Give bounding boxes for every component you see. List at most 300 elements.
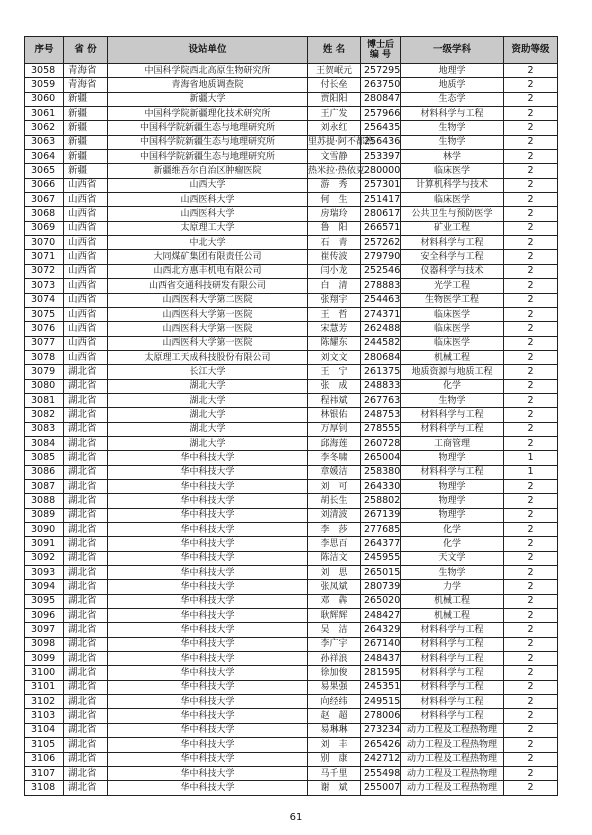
cell-no: 3092	[25, 551, 64, 565]
cell-level: 2	[504, 250, 558, 264]
cell-id: 257301	[361, 178, 401, 192]
cell-level: 2	[504, 566, 558, 580]
header-id	[361, 37, 401, 64]
cell-unit: 山西医科大学第一医院	[108, 307, 308, 321]
cell-province: 新疆	[64, 150, 108, 164]
cell-unit: 华中科技大学	[108, 609, 308, 623]
cell-level: 2	[504, 135, 558, 149]
cell-province: 山西省	[64, 250, 108, 264]
cell-unit: 华中科技大学	[108, 465, 308, 479]
cell-name: 崔传波	[308, 250, 361, 264]
cell-unit: 山西医科大学	[108, 193, 308, 207]
cell-province: 湖北省	[64, 436, 108, 450]
table-row	[25, 365, 558, 379]
cell-unit: 湖北大学	[108, 422, 308, 436]
table-row	[25, 465, 558, 479]
table-row	[25, 537, 558, 551]
cell-no: 3063	[25, 135, 64, 149]
table-row	[25, 680, 558, 694]
cell-no: 3079	[25, 365, 64, 379]
cell-level: 2	[504, 107, 558, 121]
cell-id: 251417	[361, 193, 401, 207]
cell-level: 2	[504, 551, 558, 565]
table-row	[25, 766, 558, 780]
cell-no: 3090	[25, 523, 64, 537]
cell-unit: 太原理工天成科技股份有限公司	[108, 350, 308, 364]
cell-id: 258802	[361, 494, 401, 508]
cell-subject: 材料科学与工程	[401, 422, 504, 436]
cell-name: 李广宇	[308, 637, 361, 651]
cell-unit: 华中科技大学	[108, 652, 308, 666]
cell-name: 白 清	[308, 279, 361, 293]
cell-name: 鲁 阳	[308, 221, 361, 235]
table-row	[25, 250, 558, 264]
cell-name: 刘文文	[308, 350, 361, 364]
cell-unit: 湖北大学	[108, 393, 308, 407]
cell-subject: 安全科学与工程	[401, 250, 504, 264]
cell-unit: 华中科技大学	[108, 494, 308, 508]
cell-subject: 临床医学	[401, 322, 504, 336]
cell-name: 程祎斌	[308, 393, 361, 407]
table-row	[25, 551, 558, 565]
cell-name: 林银佑	[308, 408, 361, 422]
cell-name: 别 康	[308, 752, 361, 766]
cell-no: 3083	[25, 422, 64, 436]
cell-level: 2	[504, 264, 558, 278]
cell-id: 254463	[361, 293, 401, 307]
cell-id: 280684	[361, 350, 401, 364]
cell-level: 2	[504, 121, 558, 135]
cell-id: 252546	[361, 264, 401, 278]
cell-no: 3068	[25, 207, 64, 221]
cell-unit: 山西北方惠丰机电有限公司	[108, 264, 308, 278]
cell-unit: 湖北大学	[108, 436, 308, 450]
cell-name: 房瑞玲	[308, 207, 361, 221]
cell-unit: 华中科技大学	[108, 451, 308, 465]
cell-no: 3082	[25, 408, 64, 422]
table-row	[25, 723, 558, 737]
table-row	[25, 221, 558, 235]
cell-no: 3103	[25, 709, 64, 723]
cell-subject: 化学	[401, 523, 504, 537]
cell-province: 新疆	[64, 164, 108, 178]
cell-name: 陈耀东	[308, 336, 361, 350]
cell-id: 278555	[361, 422, 401, 436]
cell-name: 石 青	[308, 236, 361, 250]
table-row	[25, 623, 558, 637]
cell-province: 新疆	[64, 107, 108, 121]
cell-name: 李冬啸	[308, 451, 361, 465]
cell-id: 260728	[361, 436, 401, 450]
cell-id: 267140	[361, 637, 401, 651]
table-row	[25, 709, 558, 723]
cell-name: 刘 可	[308, 479, 361, 493]
cell-level: 2	[504, 752, 558, 766]
cell-province: 湖北省	[64, 537, 108, 551]
cell-name: 贾阳阳	[308, 92, 361, 106]
cell-unit: 华中科技大学	[108, 479, 308, 493]
table-row	[25, 752, 558, 766]
cell-no: 3098	[25, 637, 64, 651]
cell-name: 李思百	[308, 537, 361, 551]
cell-unit: 山西大学	[108, 178, 308, 192]
cell-province: 湖北省	[64, 422, 108, 436]
cell-province: 山西省	[64, 293, 108, 307]
cell-level: 2	[504, 279, 558, 293]
cell-name: 付长垒	[308, 78, 361, 92]
cell-name: 游 秀	[308, 178, 361, 192]
cell-name: 邓 犇	[308, 594, 361, 608]
cell-unit: 中国科学院新疆生态与地理研究所	[108, 135, 308, 149]
cell-no: 3077	[25, 336, 64, 350]
cell-unit: 山西省交通科技研发有限公司	[108, 279, 308, 293]
cell-no: 3065	[25, 164, 64, 178]
cell-subject: 力学	[401, 580, 504, 594]
cell-level: 1	[504, 451, 558, 465]
cell-subject: 临床医学	[401, 307, 504, 321]
cell-subject: 临床医学	[401, 193, 504, 207]
table-row	[25, 695, 558, 709]
table-row	[25, 479, 558, 493]
cell-name: 邱海莲	[308, 436, 361, 450]
cell-subject: 材料科学与工程	[401, 709, 504, 723]
table-row	[25, 336, 558, 350]
cell-province: 湖北省	[64, 637, 108, 651]
table-row	[25, 666, 558, 680]
cell-unit: 华中科技大学	[108, 752, 308, 766]
cell-no: 3072	[25, 264, 64, 278]
cell-name: 向经纬	[308, 695, 361, 709]
cell-unit: 华中科技大学	[108, 566, 308, 580]
cell-name: 耿辉辉	[308, 609, 361, 623]
cell-no: 3107	[25, 766, 64, 780]
table-row	[25, 322, 558, 336]
cell-subject: 生态学	[401, 92, 504, 106]
table-row	[25, 594, 558, 608]
cell-unit: 华中科技大学	[108, 551, 308, 565]
table-row	[25, 580, 558, 594]
cell-id: 281595	[361, 666, 401, 680]
cell-id: 267139	[361, 508, 401, 522]
cell-name: 文雪静	[308, 150, 361, 164]
header-row	[25, 37, 558, 64]
cell-id: 245351	[361, 680, 401, 694]
cell-province: 湖北省	[64, 379, 108, 393]
cell-name: 胡长生	[308, 494, 361, 508]
table-row	[25, 508, 558, 522]
cell-id: 257262	[361, 236, 401, 250]
cell-name: 里苏提·阿不都热	[308, 135, 361, 149]
table-row	[25, 178, 558, 192]
cell-level: 2	[504, 393, 558, 407]
cell-unit: 山西医科大学第一医院	[108, 336, 308, 350]
cell-no: 3088	[25, 494, 64, 508]
cell-unit: 湖北大学	[108, 379, 308, 393]
header-id-line2: 编 号	[369, 50, 392, 60]
cell-id: 249515	[361, 695, 401, 709]
cell-subject: 计算机科学与技术	[401, 178, 504, 192]
cell-name: 何 生	[308, 193, 361, 207]
cell-province: 山西省	[64, 236, 108, 250]
cell-level: 2	[504, 379, 558, 393]
cell-level: 2	[504, 738, 558, 752]
cell-unit: 华中科技大学	[108, 695, 308, 709]
cell-id: 277685	[361, 523, 401, 537]
cell-name: 赵 超	[308, 709, 361, 723]
cell-name: 刘永红	[308, 121, 361, 135]
cell-unit: 华中科技大学	[108, 680, 308, 694]
table-body	[25, 64, 558, 796]
header-level: 资助等级	[504, 37, 558, 64]
table-row	[25, 279, 558, 293]
cell-no: 3106	[25, 752, 64, 766]
cell-level: 2	[504, 537, 558, 551]
cell-unit: 湖北大学	[108, 408, 308, 422]
cell-name: 徐加俊	[308, 666, 361, 680]
table-row	[25, 264, 558, 278]
header-name: 姓 名	[308, 37, 361, 64]
cell-subject: 机械工程	[401, 609, 504, 623]
cell-province: 山西省	[64, 178, 108, 192]
cell-subject: 天文学	[401, 551, 504, 565]
cell-id: 266571	[361, 221, 401, 235]
cell-level: 2	[504, 293, 558, 307]
cell-province: 山西省	[64, 307, 108, 321]
cell-subject: 材料科学与工程	[401, 236, 504, 250]
cell-level: 2	[504, 207, 558, 221]
cell-province: 山西省	[64, 322, 108, 336]
table-row	[25, 422, 558, 436]
cell-province: 山西省	[64, 336, 108, 350]
cell-no: 3067	[25, 193, 64, 207]
cell-id: 262488	[361, 322, 401, 336]
table-row	[25, 738, 558, 752]
cell-subject: 物理学	[401, 494, 504, 508]
cell-province: 山西省	[64, 207, 108, 221]
cell-no: 3073	[25, 279, 64, 293]
cell-name: 易琳琳	[308, 723, 361, 737]
cell-no: 3099	[25, 652, 64, 666]
cell-no: 3085	[25, 451, 64, 465]
cell-name: 刘 丰	[308, 738, 361, 752]
cell-province: 湖北省	[64, 451, 108, 465]
table-row	[25, 92, 558, 106]
table-row	[25, 436, 558, 450]
cell-province: 湖北省	[64, 623, 108, 637]
cell-id: 264329	[361, 623, 401, 637]
cell-unit: 长江大学	[108, 365, 308, 379]
cell-unit: 山西医科大学第二医院	[108, 293, 308, 307]
cell-no: 3075	[25, 307, 64, 321]
cell-subject: 材料科学与工程	[401, 408, 504, 422]
cell-name: 易果强	[308, 680, 361, 694]
cell-province: 湖北省	[64, 594, 108, 608]
cell-name: 孙祥浪	[308, 652, 361, 666]
cell-id: 255498	[361, 766, 401, 780]
cell-unit: 华中科技大学	[108, 508, 308, 522]
cell-level: 2	[504, 766, 558, 780]
cell-level: 2	[504, 594, 558, 608]
cell-subject: 机械工程	[401, 350, 504, 364]
cell-id: 256436	[361, 135, 401, 149]
cell-subject: 仪器科学与技术	[401, 264, 504, 278]
cell-no: 3096	[25, 609, 64, 623]
cell-subject: 生物学	[401, 566, 504, 580]
table-row	[25, 236, 558, 250]
cell-level: 1	[504, 465, 558, 479]
cell-province: 湖北省	[64, 781, 108, 795]
cell-level: 2	[504, 695, 558, 709]
cell-no: 3064	[25, 150, 64, 164]
cell-province: 湖北省	[64, 695, 108, 709]
cell-no: 3062	[25, 121, 64, 135]
cell-level: 2	[504, 78, 558, 92]
cell-name: 闫小龙	[308, 264, 361, 278]
cell-province: 新疆	[64, 135, 108, 149]
cell-unit: 华中科技大学	[108, 537, 308, 551]
cell-id: 248427	[361, 609, 401, 623]
cell-name: 王贺岷元	[308, 64, 361, 78]
cell-province: 湖北省	[64, 766, 108, 780]
cell-id: 255007	[361, 781, 401, 795]
cell-unit: 新疆维吾尔自治区肿瘤医院	[108, 164, 308, 178]
cell-subject: 材料科学与工程	[401, 652, 504, 666]
cell-unit: 华中科技大学	[108, 666, 308, 680]
cell-name: 热米拉·热依克	[308, 164, 361, 178]
table-row	[25, 307, 558, 321]
cell-id: 278883	[361, 279, 401, 293]
cell-no: 3069	[25, 221, 64, 235]
cell-level: 2	[504, 365, 558, 379]
cell-unit: 华中科技大学	[108, 781, 308, 795]
cell-unit: 山西医科大学	[108, 207, 308, 221]
cell-level: 2	[504, 307, 558, 321]
cell-id: 265426	[361, 738, 401, 752]
cell-province: 湖北省	[64, 652, 108, 666]
cell-no: 3059	[25, 78, 64, 92]
cell-no: 3104	[25, 723, 64, 737]
cell-level: 2	[504, 723, 558, 737]
cell-subject: 物理学	[401, 508, 504, 522]
cell-no: 3086	[25, 465, 64, 479]
cell-subject: 光学工程	[401, 279, 504, 293]
cell-unit: 中国科学院新疆生态与地理研究所	[108, 150, 308, 164]
header-province: 省 份	[64, 37, 108, 64]
cell-id: 280617	[361, 207, 401, 221]
cell-unit: 新疆大学	[108, 92, 308, 106]
cell-province: 湖北省	[64, 508, 108, 522]
cell-province: 新疆	[64, 92, 108, 106]
cell-level: 2	[504, 92, 558, 106]
table-row	[25, 637, 558, 651]
cell-level: 2	[504, 322, 558, 336]
cell-subject: 物理学	[401, 451, 504, 465]
cell-no: 3066	[25, 178, 64, 192]
table-header	[25, 37, 558, 64]
cell-province: 山西省	[64, 350, 108, 364]
cell-no: 3097	[25, 623, 64, 637]
cell-province: 湖北省	[64, 609, 108, 623]
table-row	[25, 121, 558, 135]
cell-subject: 机械工程	[401, 594, 504, 608]
cell-province: 青海省	[64, 78, 108, 92]
header-subject: 一级学科	[401, 37, 504, 64]
cell-level: 2	[504, 436, 558, 450]
table-row	[25, 293, 558, 307]
cell-id: 278006	[361, 709, 401, 723]
cell-subject: 物理学	[401, 479, 504, 493]
cell-province: 湖北省	[64, 752, 108, 766]
cell-id: 244582	[361, 336, 401, 350]
table-row	[25, 781, 558, 795]
cell-unit: 华中科技大学	[108, 709, 308, 723]
cell-id: 265020	[361, 594, 401, 608]
cell-id: 265015	[361, 566, 401, 580]
cell-subject: 材料科学与工程	[401, 465, 504, 479]
cell-subject: 公共卫生与预防医学	[401, 207, 504, 221]
table-row	[25, 523, 558, 537]
table-row	[25, 64, 558, 78]
table-row	[25, 78, 558, 92]
cell-subject: 生物学	[401, 121, 504, 135]
table-row	[25, 393, 558, 407]
cell-unit: 华中科技大学	[108, 637, 308, 651]
cell-name: 张翔宇	[308, 293, 361, 307]
cell-level: 2	[504, 350, 558, 364]
cell-unit: 中国科学院新疆生态与地理研究所	[108, 121, 308, 135]
cell-province: 湖北省	[64, 465, 108, 479]
cell-level: 2	[504, 623, 558, 637]
cell-id: 265004	[361, 451, 401, 465]
cell-no: 3091	[25, 537, 64, 551]
cell-province: 山西省	[64, 264, 108, 278]
cell-province: 青海省	[64, 64, 108, 78]
cell-unit: 中国科学院西北高原生物研究所	[108, 64, 308, 78]
cell-no: 3058	[25, 64, 64, 78]
cell-name: 宋慧芳	[308, 322, 361, 336]
cell-subject: 地质学	[401, 78, 504, 92]
table-row	[25, 135, 558, 149]
table-row	[25, 451, 558, 465]
cell-level: 2	[504, 193, 558, 207]
cell-province: 湖北省	[64, 479, 108, 493]
cell-no: 3078	[25, 350, 64, 364]
header-no: 序号	[25, 37, 64, 64]
cell-id: 253397	[361, 150, 401, 164]
cell-id: 248833	[361, 379, 401, 393]
cell-province: 湖北省	[64, 723, 108, 737]
cell-province: 湖北省	[64, 393, 108, 407]
cell-name: 王广发	[308, 107, 361, 121]
cell-no: 3081	[25, 393, 64, 407]
cell-subject: 动力工程及工程热物理	[401, 723, 504, 737]
table-row	[25, 566, 558, 580]
cell-subject: 林学	[401, 150, 504, 164]
cell-no: 3087	[25, 479, 64, 493]
cell-subject: 地质资源与地质工程	[401, 365, 504, 379]
cell-id: 258380	[361, 465, 401, 479]
cell-id: 280847	[361, 92, 401, 106]
cell-province: 湖北省	[64, 709, 108, 723]
cell-no: 3060	[25, 92, 64, 106]
cell-level: 2	[504, 580, 558, 594]
cell-id: 245955	[361, 551, 401, 565]
cell-name: 王 宁	[308, 365, 361, 379]
header-unit: 设站单位	[108, 37, 308, 64]
table-row	[25, 150, 558, 164]
cell-name: 刘清波	[308, 508, 361, 522]
cell-level: 2	[504, 236, 558, 250]
